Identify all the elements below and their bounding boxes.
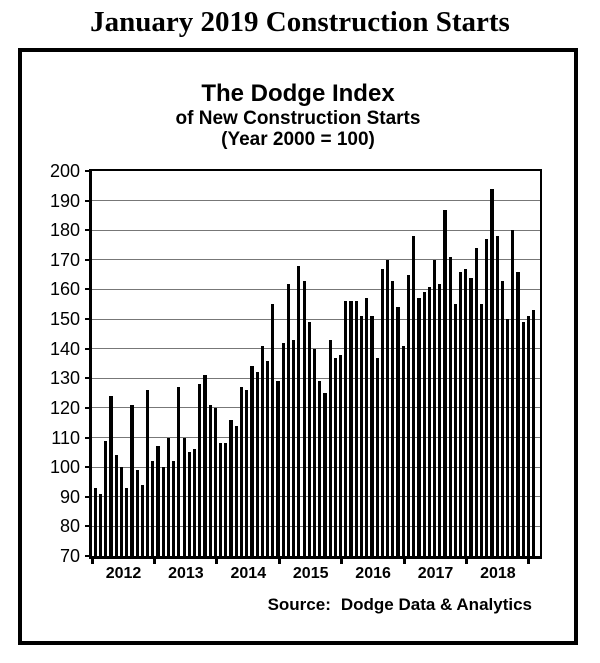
bar-2015-01 xyxy=(282,343,285,556)
x-axis-label-2018: 2018 xyxy=(480,565,516,582)
bar-2012-09 xyxy=(136,470,139,556)
x-axis-year-tick-2 xyxy=(215,556,218,564)
bar-2016-01 xyxy=(344,301,347,556)
bar-2018-01 xyxy=(469,278,472,556)
source-value: Dodge Data & Analytics xyxy=(340,595,532,614)
bar-2018-06 xyxy=(496,236,499,556)
bar-2013-10 xyxy=(203,375,206,556)
bar-2014-11 xyxy=(271,304,274,556)
bar-2018-09 xyxy=(511,230,514,556)
bar-2015-04 xyxy=(297,266,300,556)
bar-2016-02 xyxy=(349,301,352,556)
y-axis-label-170: 170 xyxy=(49,249,80,270)
source-label: Source: xyxy=(267,595,331,614)
bar-2012-11 xyxy=(146,390,149,556)
bar-2014-04 xyxy=(235,426,238,556)
source-credit xyxy=(268,595,532,615)
y-axis-tick-70 xyxy=(85,555,90,557)
bar-2014-08 xyxy=(256,372,259,556)
bar-2015-06 xyxy=(308,322,311,556)
bar-2012-12 xyxy=(151,461,154,556)
gridline-170 xyxy=(92,259,540,260)
bar-2013-11 xyxy=(209,405,212,556)
chart-title-line2: of New Construction Starts xyxy=(175,107,421,129)
bar-2017-12 xyxy=(464,269,467,556)
y-axis-tick-120 xyxy=(85,407,90,409)
bar-2012-05 xyxy=(115,455,118,556)
y-axis-label-100: 100 xyxy=(49,457,80,478)
bar-2016-05 xyxy=(365,298,368,556)
x-axis-label-2016: 2016 xyxy=(355,565,391,582)
bar-2019-01 xyxy=(532,310,535,556)
y-axis-label-130: 130 xyxy=(49,368,80,389)
bar-2014-03 xyxy=(229,420,232,556)
bar-2014-12 xyxy=(276,381,279,556)
y-axis-tick-80 xyxy=(85,525,90,527)
y-axis-tick-150 xyxy=(85,318,90,320)
bar-2017-06 xyxy=(433,260,436,556)
bar-2013-08 xyxy=(193,449,196,556)
x-axis-label-2014: 2014 xyxy=(230,565,267,582)
bar-2015-12 xyxy=(339,355,342,556)
bar-2012-10 xyxy=(141,485,144,556)
bar-2016-04 xyxy=(360,316,363,556)
gridline-150 xyxy=(92,319,540,320)
x-axis-year-tick-7 xyxy=(527,556,530,564)
gridline-190 xyxy=(92,200,540,201)
gridline-180 xyxy=(92,230,540,231)
bar-2013-09 xyxy=(198,384,201,556)
y-axis-tick-200 xyxy=(85,170,90,172)
bar-2017-10 xyxy=(454,304,457,556)
y-axis-tick-100 xyxy=(85,466,90,468)
bar-2015-08 xyxy=(318,381,321,556)
bar-2018-12 xyxy=(527,316,530,556)
bar-2012-06 xyxy=(120,467,123,556)
x-axis-year-tick-0 xyxy=(91,556,94,564)
bar-2016-09 xyxy=(386,260,389,556)
y-axis-label-90: 90 xyxy=(59,486,80,507)
bar-2013-03 xyxy=(167,438,170,556)
bar-2014-07 xyxy=(250,366,253,556)
bar-2014-09 xyxy=(261,346,264,556)
x-axis-year-tick-3 xyxy=(278,556,281,564)
bar-2018-07 xyxy=(501,281,504,556)
x-axis-label-2012: 2012 xyxy=(105,565,142,582)
bar-2015-02 xyxy=(287,284,290,556)
bar-2013-04 xyxy=(172,461,175,556)
bar-2012-08 xyxy=(130,405,133,556)
bar-2014-10 xyxy=(266,361,269,556)
bar-2015-07 xyxy=(313,349,316,556)
bar-2016-08 xyxy=(381,269,384,556)
bar-2018-11 xyxy=(522,322,525,556)
x-axis-year-tick-4 xyxy=(340,556,343,564)
page-title: January 2019 Construction Starts xyxy=(90,6,510,38)
bar-2015-03 xyxy=(292,340,295,556)
y-axis-tick-140 xyxy=(85,348,90,350)
bar-2014-02 xyxy=(224,443,227,556)
x-axis-year-tick-5 xyxy=(403,556,406,564)
bar-2014-01 xyxy=(219,443,222,556)
bar-2015-11 xyxy=(334,358,337,556)
bar-2017-07 xyxy=(438,284,441,556)
bar-2012-07 xyxy=(125,488,128,556)
bar-2016-06 xyxy=(370,316,373,556)
x-axis-year-tick-6 xyxy=(465,556,468,564)
y-axis-tick-170 xyxy=(85,259,90,261)
bar-2015-05 xyxy=(303,281,306,556)
bar-2018-08 xyxy=(506,319,509,556)
bar-2013-06 xyxy=(183,438,186,556)
x-axis-year-tick-1 xyxy=(153,556,156,564)
bar-2016-03 xyxy=(355,301,358,556)
y-axis-label-110: 110 xyxy=(51,427,80,448)
bar-2014-05 xyxy=(240,387,243,556)
y-axis-tick-160 xyxy=(85,288,90,290)
bar-2018-10 xyxy=(516,272,519,556)
bar-2016-12 xyxy=(402,346,405,556)
bar-2016-07 xyxy=(376,358,379,556)
bar-2017-05 xyxy=(428,287,431,557)
y-axis-label-160: 160 xyxy=(49,279,80,300)
bar-2013-01 xyxy=(156,446,159,556)
y-axis-tick-110 xyxy=(85,437,90,439)
bar-2017-04 xyxy=(423,292,426,556)
chart-title-line3: (Year 2000 = 100) xyxy=(221,129,375,151)
bar-2012-02 xyxy=(99,494,102,556)
chart-title-line1: The Dodge Index xyxy=(201,80,395,107)
bar-2012-03 xyxy=(104,441,107,557)
bar-2013-05 xyxy=(177,387,180,556)
y-axis-label-190: 190 xyxy=(49,190,80,211)
x-axis-label-2015: 2015 xyxy=(292,565,329,582)
y-axis-label-70: 70 xyxy=(59,546,80,566)
bar-2018-03 xyxy=(480,304,483,556)
x-axis-label-2013: 2013 xyxy=(168,565,204,582)
bar-2016-11 xyxy=(396,307,399,556)
bar-2014-06 xyxy=(245,390,248,556)
x-axis-label-2017: 2017 xyxy=(417,565,454,582)
bar-2017-09 xyxy=(449,257,452,556)
bar-2017-03 xyxy=(417,298,420,556)
y-axis-label-120: 120 xyxy=(49,397,80,418)
bar-2015-10 xyxy=(329,340,332,556)
bar-2013-12 xyxy=(214,408,217,556)
y-axis-label-80: 80 xyxy=(59,516,80,537)
bar-2018-04 xyxy=(485,239,488,556)
y-axis-tick-90 xyxy=(85,496,90,498)
bar-2013-02 xyxy=(162,467,165,556)
bar-2017-11 xyxy=(459,272,462,556)
bar-2013-07 xyxy=(188,452,191,556)
bar-2012-04 xyxy=(109,396,112,556)
y-axis-tick-130 xyxy=(85,377,90,379)
bar-2016-10 xyxy=(391,281,394,556)
y-axis-tick-190 xyxy=(85,200,90,202)
bar-2017-08 xyxy=(443,210,446,557)
chart-frame xyxy=(18,48,578,645)
y-axis-label-200: 200 xyxy=(49,161,80,181)
y-axis-label-140: 140 xyxy=(49,338,80,359)
bar-2017-01 xyxy=(407,275,410,556)
bar-2018-05 xyxy=(490,189,493,556)
bar-2015-09 xyxy=(323,393,326,556)
y-axis-tick-180 xyxy=(85,229,90,231)
gridline-160 xyxy=(92,289,540,290)
y-axis-label-150: 150 xyxy=(49,309,80,330)
bar-2012-01 xyxy=(94,488,97,556)
bar-2018-02 xyxy=(475,248,478,556)
y-axis-label-180: 180 xyxy=(49,220,80,241)
plot-area xyxy=(49,161,542,582)
bar-2017-02 xyxy=(412,236,415,556)
